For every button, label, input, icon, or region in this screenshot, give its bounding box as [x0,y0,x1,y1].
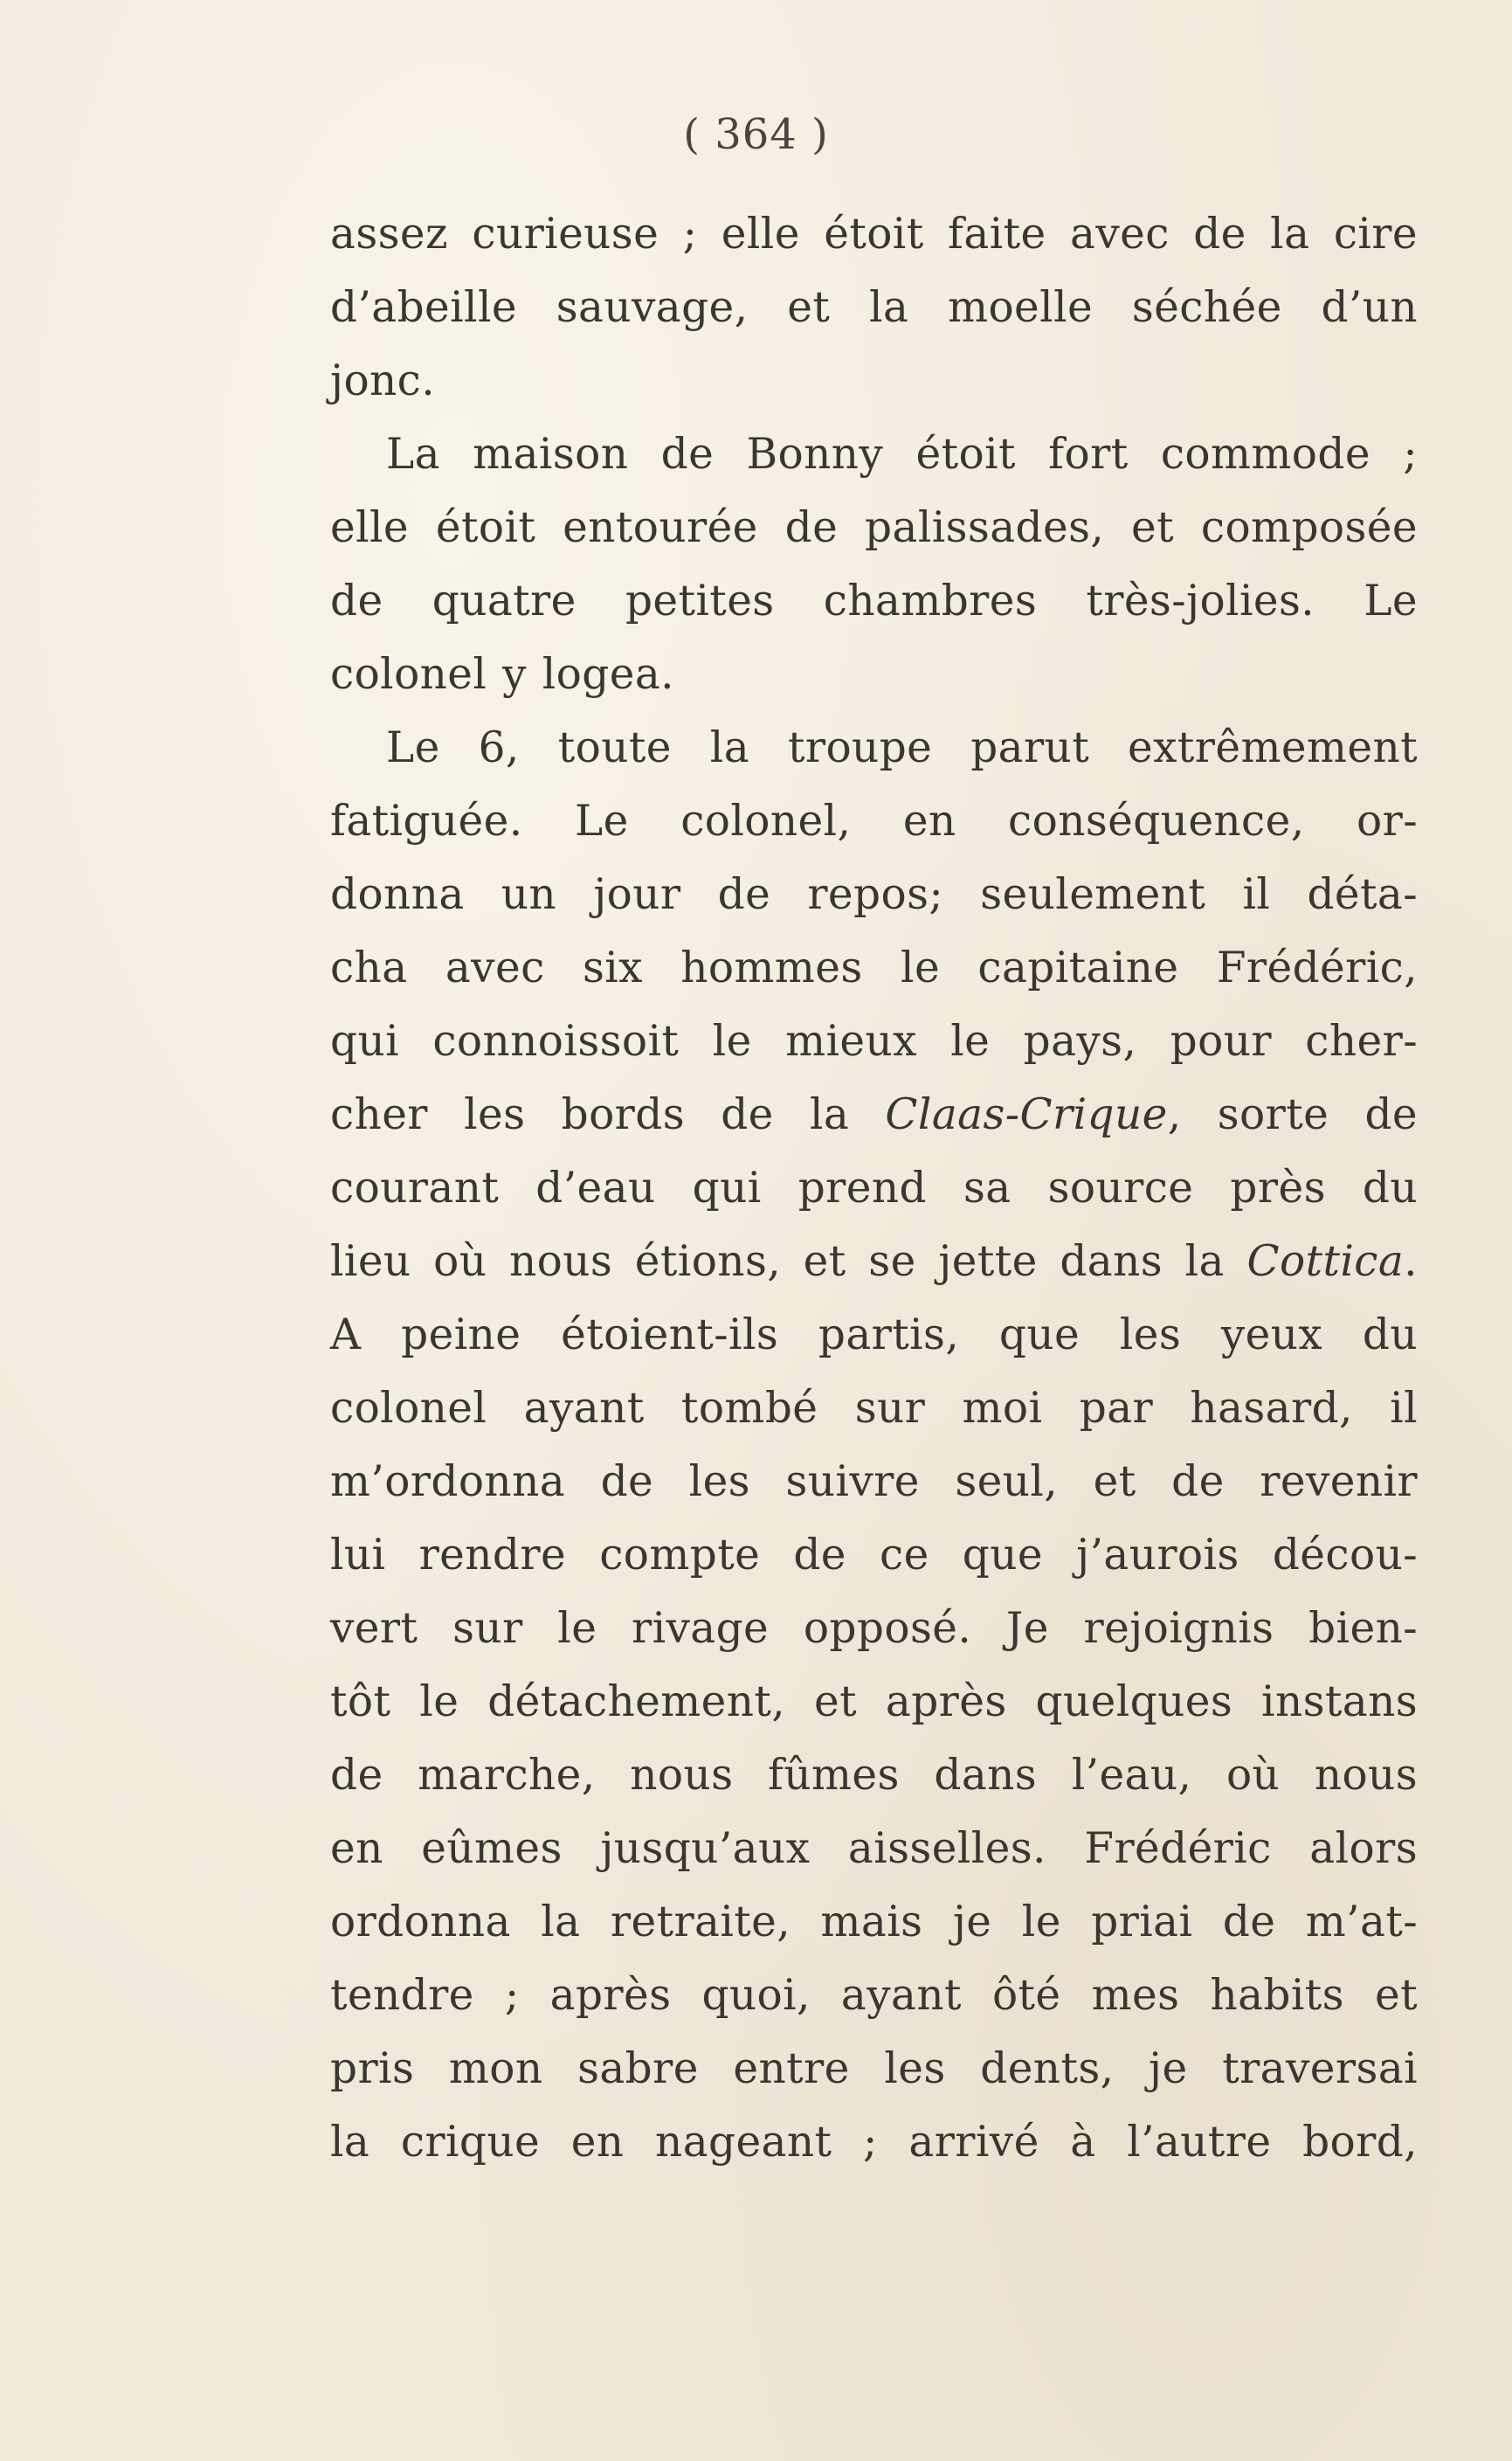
text-line: jonc. [330,356,436,405]
text-line: lui rendre compte de ce que j’aurois décou- [330,1531,1418,1580]
text-line [330,1225,1418,1298]
text-line: cha avec six hommes le capitaine Frédéric, [330,944,1418,992]
text-line: courant d’eau qui prend sa source près du [330,1164,1418,1213]
text-line: tôt le détachement, et après quelques instans [330,1677,1418,1726]
place-name-italic: Cottica [1246,1237,1405,1286]
text-segment: , sorte de [1167,1090,1418,1139]
paragraph-start-line: Le 6, toute la troupe parut extrêmement [386,723,1418,772]
text-line: pris mon sabre entre les dents, je traversai [330,2044,1418,2093]
paragraph-start-line: La maison de Bonny étoit fort commode ; [386,430,1418,479]
text-line: de marche, nous fûmes dans l’eau, où nous [330,1751,1418,1800]
place-name-italic: Claas-Crique [885,1090,1168,1139]
text-line: assez curieuse ; elle étoit faite avec de la cire [330,210,1418,259]
text-line: A peine étoient-ils partis, que les yeux du [330,1310,1418,1359]
text-segment: . [1404,1237,1418,1286]
text-line: m’ordonna de les suivre seul, et de revenir [330,1457,1418,1506]
text-line: colonel ayant tombé sur moi par hasard, il [330,1384,1418,1433]
text-line: ordonna la retraite, mais je le priai de m’at- [330,1898,1418,1946]
text-line: d’abeille sauvage, et la moelle séchée d’un [330,283,1418,332]
text-segment: lieu où nous étions, et se jette dans la [330,1237,1247,1286]
text-line [330,1078,1418,1151]
body-text [330,197,1418,2179]
text-line: donna un jour de repos; seulement il déta- [330,870,1418,919]
text-line: la crique en nageant ; arrivé à l’autre bord, [330,2118,1418,2167]
text-line: tendre ; après quoi, ayant ôté mes habits et [330,1971,1418,2020]
text-line: en eûmes jusqu’aux aisselles. Frédéric alors [330,1824,1418,1873]
page-number: ( 364 ) [683,110,829,159]
text-segment: cher les bords de la [330,1090,886,1139]
text-line: elle étoit entourée de palissades, et composée [330,503,1418,552]
text-line: de quatre petites chambres très-jolies. Le [330,577,1418,626]
text-line: fatiguée. Le colonel, en conséquence, or- [330,797,1418,846]
text-line: vert sur le rivage opposé. Je rejoignis bien- [330,1604,1418,1653]
text-line: colonel y logea. [330,650,674,699]
text-line: qui connoissoit le mieux le pays, pour cher- [330,1017,1418,1066]
